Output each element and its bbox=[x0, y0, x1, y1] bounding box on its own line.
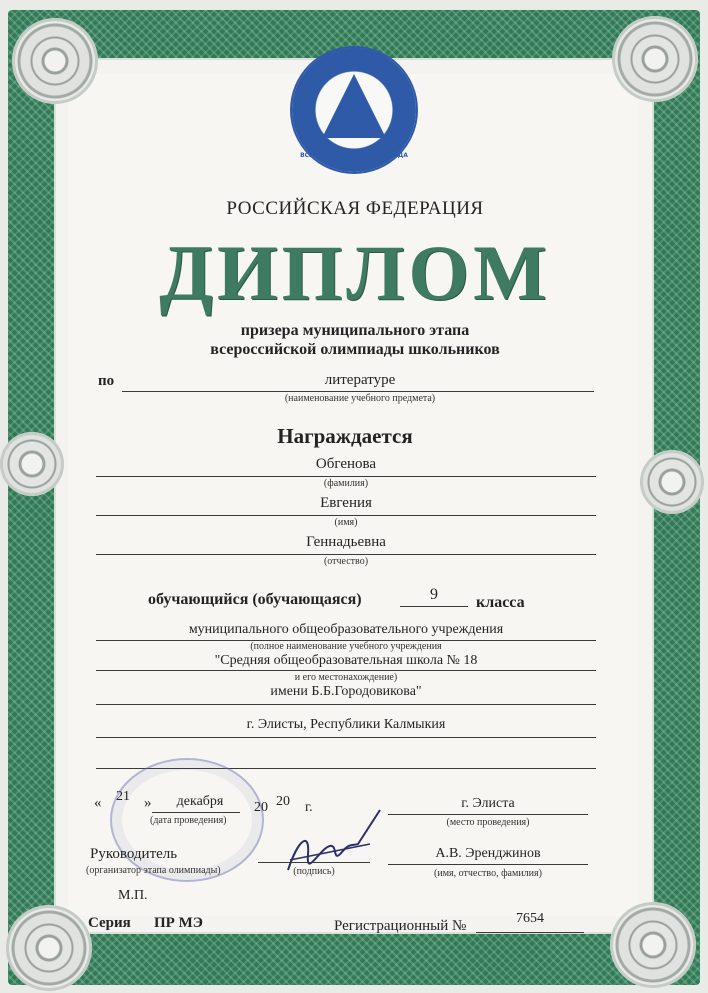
country-heading: РОССИЙСКАЯ ФЕДЕРАЦИЯ bbox=[226, 198, 484, 219]
grade-suffix: класса bbox=[476, 594, 525, 611]
registration-label: Регистрационный № bbox=[334, 918, 467, 934]
subject-value: литературе bbox=[324, 372, 396, 388]
subject-underline bbox=[122, 391, 594, 392]
rosette-top-right bbox=[612, 16, 698, 102]
grade-underline bbox=[400, 606, 468, 607]
subtitle-line-1: призера муниципального этапа bbox=[240, 322, 470, 339]
date-day: 21 bbox=[116, 789, 130, 804]
school-underline-2 bbox=[96, 670, 596, 671]
signature-caption: (подпись) bbox=[293, 866, 335, 877]
rosette-bottom-right bbox=[610, 902, 696, 988]
surname-value: Обгенова bbox=[315, 456, 377, 472]
patronymic-underline bbox=[96, 554, 596, 555]
head-name-caption: (имя, отчество, фамилия) bbox=[434, 868, 542, 879]
surname-underline bbox=[96, 476, 596, 477]
rosette-mid-left bbox=[0, 432, 64, 496]
rosette-top-left bbox=[12, 18, 98, 104]
place-caption: (место проведения) bbox=[446, 817, 530, 828]
grade-prefix: обучающийся (обучающаяся) bbox=[148, 591, 362, 608]
stamp-place-label: М.П. bbox=[118, 888, 148, 903]
date-open-quote: « bbox=[94, 795, 102, 811]
school-line-2: "Средняя общеобразовательная школа № 18 bbox=[214, 653, 478, 668]
subject-prefix: по bbox=[98, 373, 115, 389]
name-caption: (имя) bbox=[334, 517, 358, 528]
date-year-suffix: 20 bbox=[276, 794, 290, 809]
patronymic-caption: (отчество) bbox=[323, 556, 369, 567]
school-caption-1: (полное наименование учебного учреждения bbox=[250, 641, 442, 652]
date-month-underline bbox=[152, 812, 240, 813]
emblem-text: ВСЕРОССИЙСКАЯ ОЛИМПИАДА ШКОЛЬНИКОВ bbox=[300, 152, 408, 166]
series-value: ПР МЭ bbox=[154, 915, 203, 931]
school-underline-4 bbox=[96, 737, 596, 738]
subtitle-line-2: всероссийской олимпиады школьников bbox=[210, 341, 500, 358]
grade-value: 9 bbox=[430, 586, 438, 603]
surname-caption: (фамилия) bbox=[323, 478, 369, 489]
registration-value: 7654 bbox=[516, 911, 544, 926]
diploma-title: ДИПЛОМ bbox=[159, 229, 551, 316]
date-month: декабря bbox=[176, 794, 224, 809]
school-caption-2: и его местонахождение) bbox=[294, 672, 398, 683]
school-line-1: муниципального общеобразовательного учреждения bbox=[188, 622, 504, 637]
patronymic-value: Геннадьевна bbox=[306, 534, 386, 550]
head-name: А.В. Эренджинов bbox=[435, 846, 541, 861]
head-label: Руководитель bbox=[90, 846, 178, 862]
date-year-prefix: 20 bbox=[254, 800, 268, 815]
name-value: Евгения bbox=[320, 495, 372, 511]
place-underline bbox=[388, 814, 588, 815]
subject-caption: (наименование учебного предмета) bbox=[284, 393, 436, 404]
place-value: г. Элиста bbox=[461, 796, 515, 811]
head-name-underline bbox=[388, 864, 588, 865]
series-label: Серия bbox=[88, 915, 131, 931]
head-caption: (организатор этапа олимпиады) bbox=[86, 865, 221, 876]
rosette-mid-right bbox=[640, 450, 704, 514]
emblem-triangle-icon bbox=[322, 74, 386, 138]
school-line-4: г. Элисты, Республики Калмыкия bbox=[246, 717, 446, 732]
date-year-word: г. bbox=[305, 800, 313, 815]
awarded-heading: Награждается bbox=[277, 424, 413, 448]
rosette-bottom-left bbox=[6, 905, 92, 991]
date-caption: (дата проведения) bbox=[150, 815, 227, 826]
date-close-quote: » bbox=[144, 795, 152, 811]
signature-underline bbox=[258, 862, 370, 863]
school-line-3: имени Б.Б.Городовикова" bbox=[270, 684, 422, 699]
registration-underline bbox=[476, 932, 584, 933]
name-underline bbox=[96, 515, 596, 516]
school-underline-3 bbox=[96, 704, 596, 705]
olympiad-emblem bbox=[292, 48, 416, 172]
